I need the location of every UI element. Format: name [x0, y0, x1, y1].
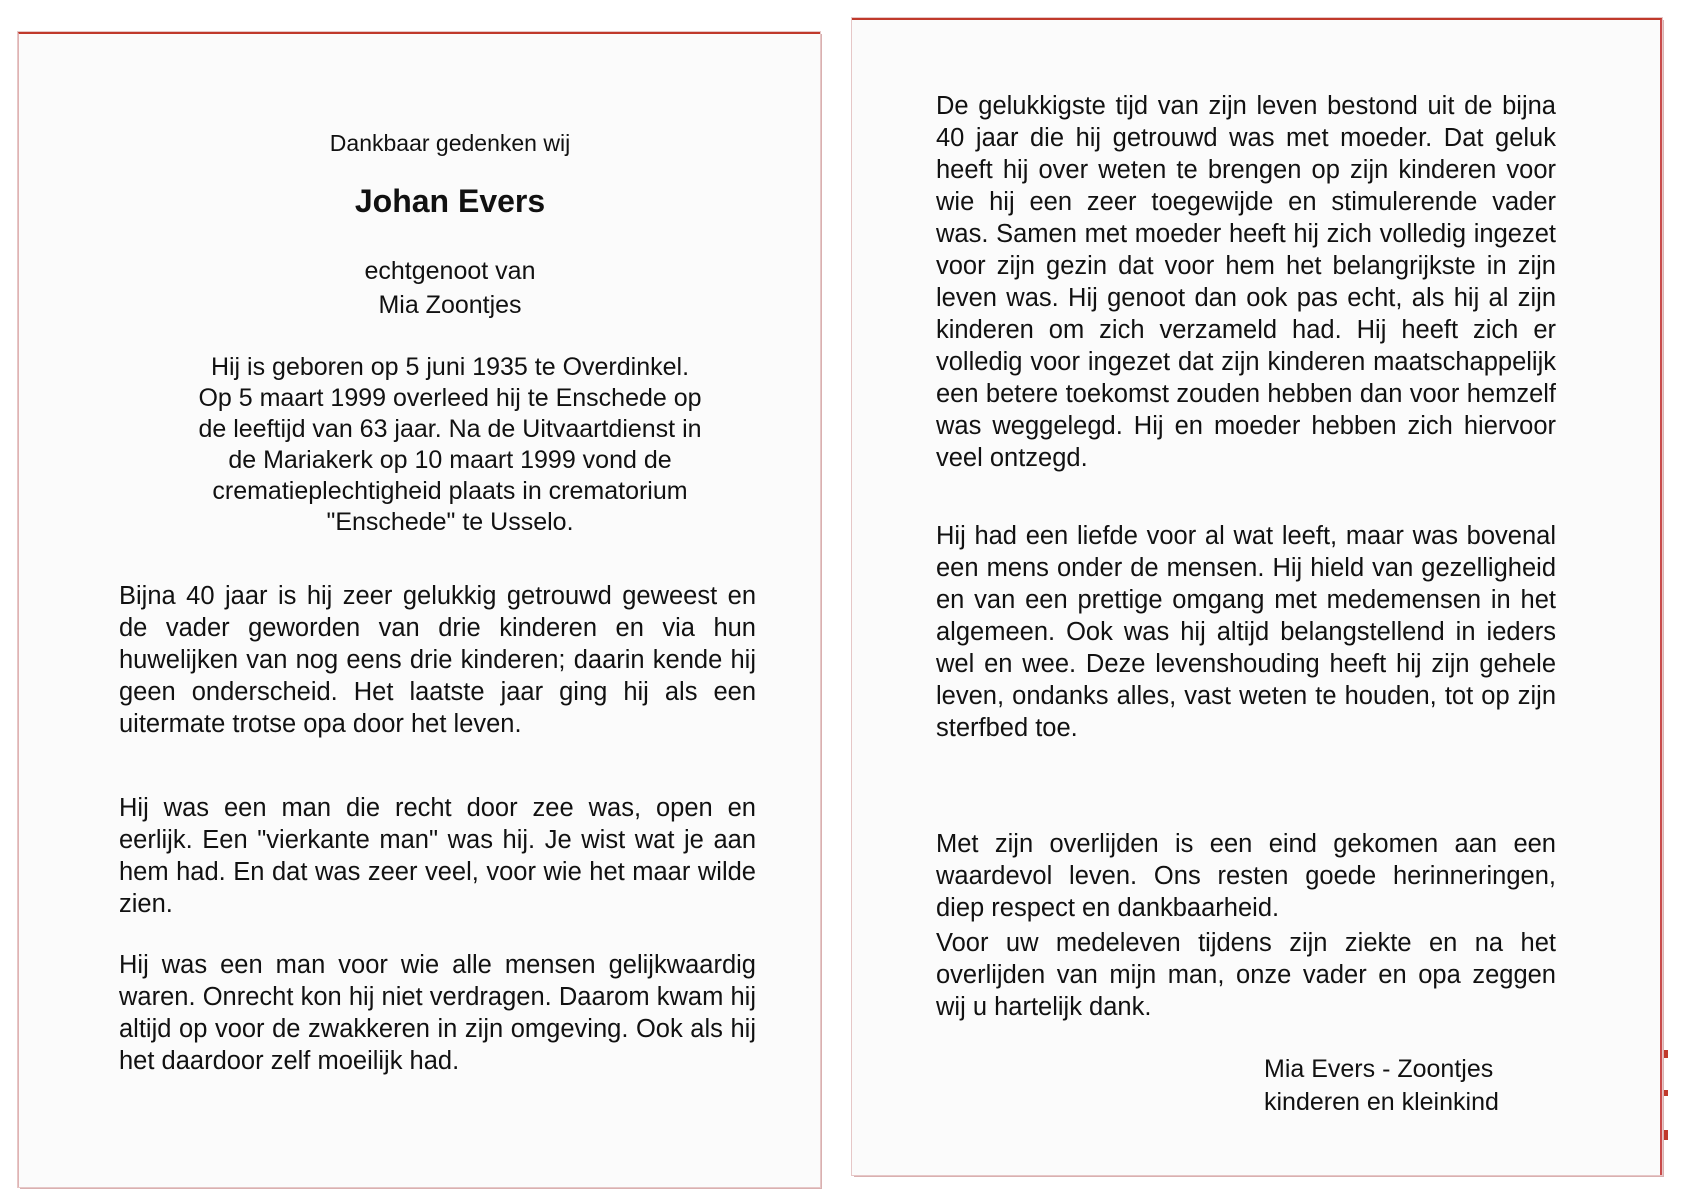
signature-line-2: kinderen en kleinkind [1264, 1088, 1499, 1116]
bio-line: de Mariakerk op 10 maart 1999 vond de [228, 446, 672, 474]
spouse-line-1: echtgenoot van [364, 257, 536, 285]
heading-dankbaar: Dankbaar gedenken wij [329, 130, 571, 156]
intro-block [141, 90, 759, 538]
right-paragraph-1: De gelukkigste tijd van zijn leven bestond uit de bijna 40 jaar die hij getrouwd was met moeder. Dat geluk heeft hij over weten te brengen op zijn kinderen voor wie hij een zeer toegewijde en stimulerende vader was. Samen met moeder heeft hij zich volledig ingezet voor zijn gezin dat voor hem het belangrijkste in zijn leven was. Hij genoot dan ook pas echt, als hij al zijn kinderen om zich verzameld had. Hij heeft zich er volledig voor ingezet dat zijn kinderen maatschappelijk een betere toekomst zouden hebben dan voor hemzelf was weggelegd. Hij en moeder hebben zich hiervoor veel ontzegd. [936, 92, 1556, 472]
bio-line: "Enschede" te Usselo. [326, 508, 574, 536]
bio-line: Op 5 maart 1999 overleed hij te Enschede op [198, 384, 702, 412]
spouse-line-2: Mia Zoontjes [378, 291, 522, 319]
right-paragraph-2: Hij had een liefde voor al wat leeft, maar was bovenal een mens onder de mensen. Hij hield van gezelligheid en van een prettige omgang met medemensen in het algemeen. Ook was hij altijd belangstellend in ieders wel en wee. Deze levenshouding heeft hij zijn gehele leven, ondanks alles, vast weten te houden, tot op zijn sterfbed toe. [936, 522, 1556, 742]
bio-line: de leeftijd van 63 jaar. Na de Uitvaartdienst in [198, 415, 702, 443]
bio-line: crematieplechtigheid plaats in crematorium [212, 477, 688, 505]
edge-mark [1664, 1130, 1668, 1140]
edge-mark [1664, 1050, 1668, 1058]
signature-block [1264, 1053, 1499, 1119]
left-paragraph-2: Hij was een man die recht door zee was, open en eerlijk. Een "vierkante man" was hij. Je wist wat je aan hem had. En dat was zeer veel, voor wie het maar wilde zien. [119, 794, 756, 918]
spouse-block [141, 254, 759, 322]
left-card-page [18, 32, 820, 1187]
right-paragraph-3: Met zijn overlijden is een eind gekomen aan een waardevol leven. Ons resten goede herinneringen, diep respect en dankbaarheid. [936, 830, 1556, 922]
deceased-name: Johan Evers [354, 183, 546, 219]
bio-block [141, 352, 759, 538]
right-card-page [852, 18, 1662, 1175]
left-paragraph-1: Bijna 40 jaar is hij zeer gelukkig getrouwd geweest en de vader geworden van drie kinderen en via hun huwelijken van nog eens drie kinderen; daarin kende hij geen onderscheid. Het laatste jaar ging hij als een uitermate trotse opa door het leven. [119, 582, 756, 738]
left-paragraph-3: Hij was een man voor wie alle mensen gelijkwaardig waren. Onrecht kon hij niet verdragen. Daarom kwam hij altijd op voor de zwakkeren in zijn omgeving. Ook als hij het daardoor zelf moeilijk had. [119, 951, 756, 1075]
right-paragraph-4: Voor uw medeleven tijdens zijn ziekte en na het overlijden van mijn man, onze vader en opa zeggen wij u hartelijk dank. [936, 929, 1556, 1021]
edge-mark [1664, 1090, 1668, 1096]
signature-line-1: Mia Evers - Zoontjes [1264, 1055, 1494, 1083]
bio-line: Hij is geboren op 5 juni 1935 te Overdinkel. [210, 353, 690, 381]
